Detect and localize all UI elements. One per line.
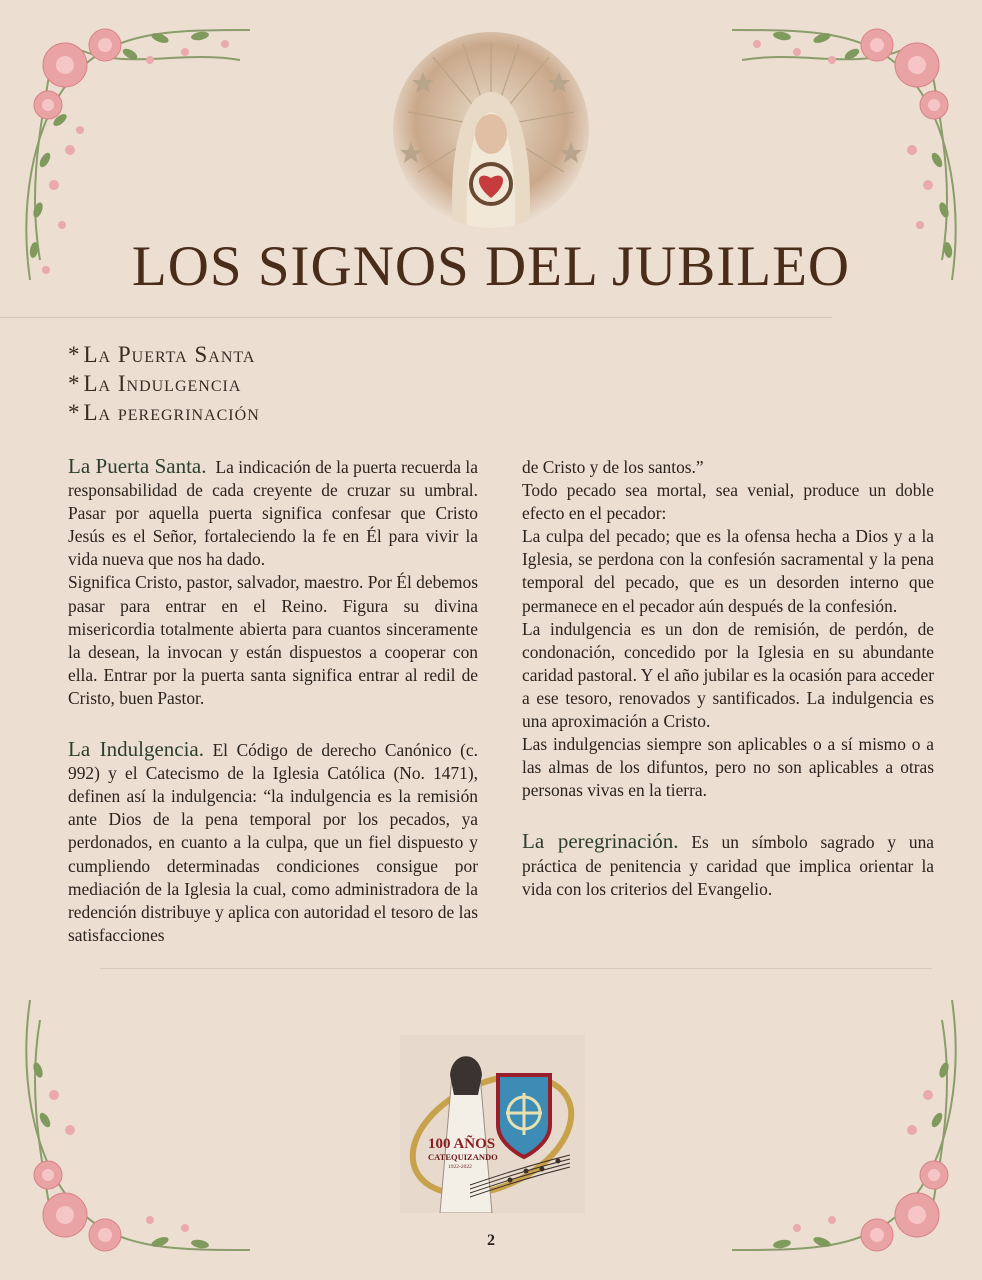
centenary-logo (400, 1035, 585, 1213)
paragraph: La culpa del pecado; que es la ofensa hecha a Dios y a la Iglesia, se perdona con la confesión sacramental y la pena temporal del pecado, que es un desorden interno que permanece en el pecador aún después de la confesión. (522, 526, 934, 616)
paragraph: La Puerta Santa. La indicación de la puerta recuerda la responsabilidad de cada creyente de cruzar su umbral. Pasar por aquella puerta significa confesar que Cristo Jesús es el Señor, fortaleciendo la fe en Él para vivir la vida nueva que nos ha dado. (68, 454, 478, 570)
logo-headline: 100 AÑOS (428, 1136, 496, 1152)
list-item: * La Indulgencia (68, 371, 242, 396)
bullet-star: * (68, 342, 80, 367)
paragraph: de Cristo y de los santos.” (522, 457, 704, 477)
logo-years: 1922-2022 (448, 1164, 472, 1170)
top-divider (0, 317, 832, 318)
paragraph: La peregrinación. Es un símbolo sagrado y una práctica de penitencia y caridad que implica orientar la vida con los criterios del Evangelio. (522, 829, 934, 899)
list-item: * La Puerta Santa (68, 342, 256, 367)
paragraph: La Indulgencia. El Código de derecho Canónico (c. 992) y el Catecismo de la Iglesia Católica (No. 1471), definen así la indulgencia: “la indulgencia es la remisión ante Dios de la pena temporal por los pecados, ya perdonados, en cuanto a la culpa, que un fiel dispuesto y cumpliendo determinadas condiciones consigue por mediación de la Iglesia la cual, como administradora de la redención distribuye y aplica con autoridad el tesoro de las satisfacciones (68, 737, 478, 945)
section-heading-peregrinacion: La peregrinación. (522, 829, 679, 854)
left-column (68, 455, 478, 947)
floral-corner-icon (722, 990, 972, 1270)
bullet-star: * (68, 371, 80, 396)
virgin-medallion (393, 32, 589, 228)
logo-subline: CATEQUIZANDO (428, 1152, 498, 1162)
right-column (522, 456, 934, 901)
list-item: * La peregrinación (68, 400, 260, 425)
section-heading-indulgencia: La Indulgencia. (68, 737, 204, 762)
floral-corner-icon (10, 990, 260, 1270)
bullet-star: * (68, 400, 80, 425)
section-heading-puerta: La Puerta Santa. (68, 454, 207, 478)
paragraph: Las indulgencias siempre son aplicables o a sí mismo o a las almas de los difuntos, pero no son aplicables a otras personas vivas en la tierra. (522, 734, 934, 801)
page-number: 2 (487, 1232, 495, 1249)
bottom-divider (100, 968, 932, 969)
page-title: LOS SIGNOS DEL JUBILEO (131, 235, 851, 298)
signs-list (68, 340, 260, 427)
paragraph: La indulgencia es un don de remisión, de perdón, de condonación, concedido por la Iglesia en su abundante caridad pastoral. Y el año jubilar es la ocasión para acceder a ese tesoro, renovados y santificados. La indulgencia es una aproximación a Cristo. (522, 618, 934, 732)
paragraph: Significa Cristo, pastor, salvador, maestro. Por Él debemos pasar para entrar en el Reino. Figura su divina misericordia totalmente abierta para cuantos sinceramente la desean, la invocan y están dispuestos a cooperar con ella. Entrar por la puerta santa significa entrar al redil de Cristo, buen Pastor. (68, 572, 478, 708)
paragraph: Todo pecado sea mortal, sea venial, produce un doble efecto en el pecador: (522, 480, 934, 524)
